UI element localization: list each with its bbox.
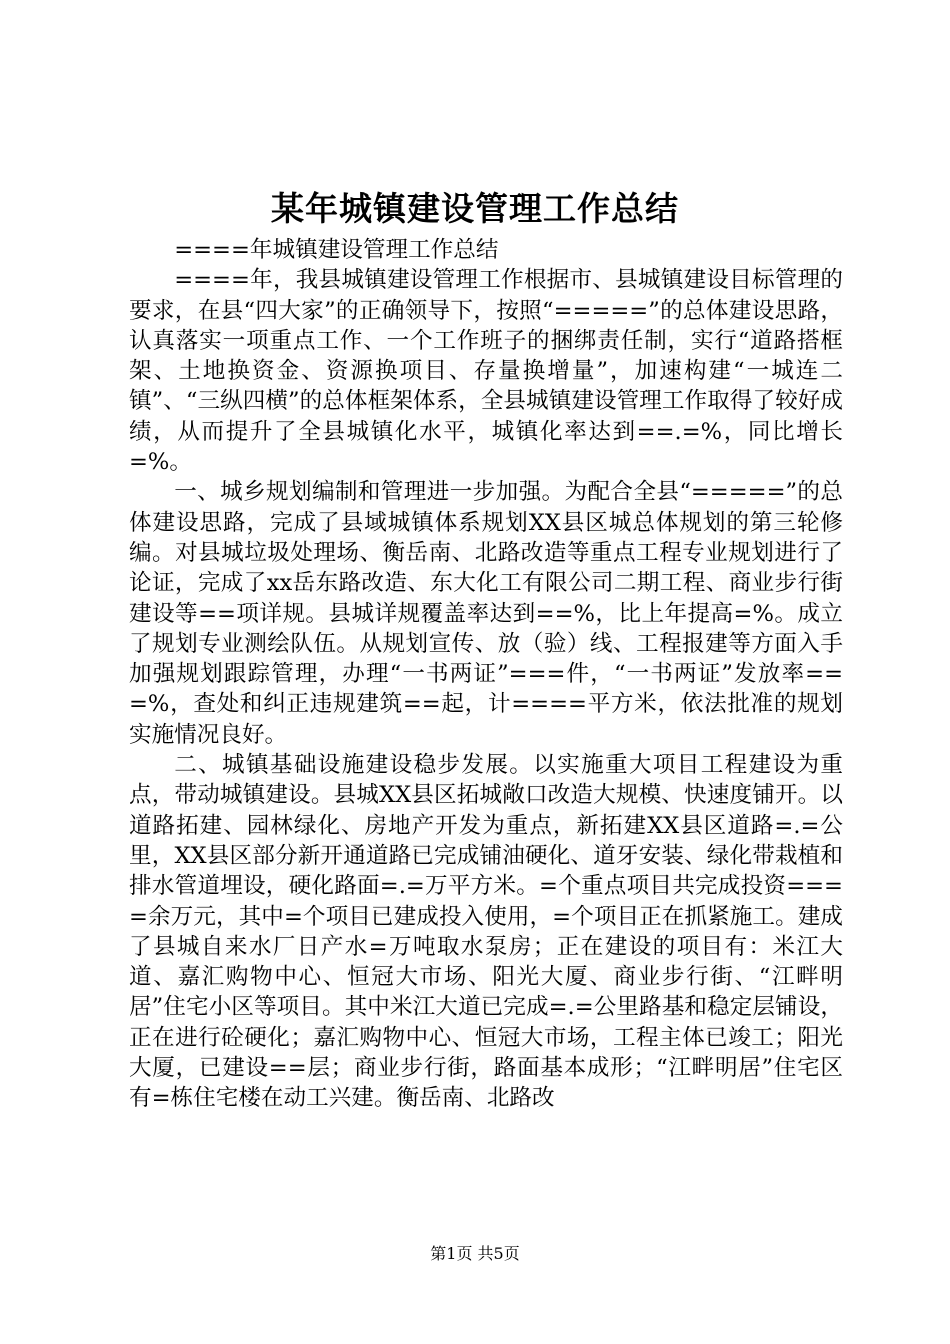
body-paragraph: 一、城乡规划编制和管理进一步加强。为配合全县“=====”的总体建设思路，完成了县域城镇体系规划XX县区城总体规划的第三轮修编。对县城垃圾处理场、衡岳南、北路改造等重点工程专业规划进行了论证，完成了xx岳东路改造、东大化工有限公司二期工程、商业步行街建设等==项详规。县城详规覆盖率达到==%，比上年提高=%。成立了规划专业测绘队伍。从规划宣传、放（验）线、工程报建等方面入手加强规划跟踪管理，办理“一书两证”===件，“一书两证”发放率===%，查处和纠正违规建筑==起，计====平方米，依法批准的规划实施情况良好。: [129, 479, 843, 748]
body-paragraph: ====年，我县城镇建设管理工作根据市、县城镇建设目标管理的要求，在县“四大家”的正确领导下，按照“=====”的总体建设思路，认真落实一项重点工作、一个工作班子的捆绑责任制，实行“道路搭框架、土地换资金、资源换项目、存量换增量”，加速构建“一城连二镇”、“三纵四横”的总体框架体系，全县城镇建设管理工作取得了较好成绩，从而提升了全县城镇化水平，城镇化率达到==.=%，同比增长=%。: [129, 267, 843, 476]
document-body: [129, 235, 843, 1114]
body-paragraph: ====年城镇建设管理工作总结: [174, 237, 499, 263]
body-paragraph: 二、城镇基础设施建设稳步发展。以实施重大项目工程建设为重点，带动城镇建设。县城XX县区拓城敞口改造大规模、快速度铺开。以道路拓建、园林绿化、房地产开发为重点，新拓建XX县区道路=.=公里，XX县区部分新开通道路已完成铺油硬化、道牙安装、绿化带栽植和排水管道埋设，硬化路面=.=万平方米。=个重点项目共完成投资====余万元，其中=个项目已建成投入使用，=个项目正在抓紧施工。建成了县城自来水厂日产水=万吨取水泵房；正在建设的项目有：米江大道、嘉汇购物中心、恒冠大市场、阳光大厦、商业步行街、“江畔明居”住宅小区等项目。其中米江大道已完成=.=公里路基和稳定层铺设，正在进行砼硬化；嘉汇购物中心、恒冠大市场，工程主体已竣工；阳光大厦，已建设==层；商业步行街，路面基本成形；“江畔明居”住宅区有=栋住宅楼在动工兴建。衡岳南、北路改: [129, 752, 843, 1112]
page-number-footer: 第1页 共5页: [430, 1244, 520, 1263]
document-title: 某年城镇建设管理工作总结: [271, 189, 679, 228]
